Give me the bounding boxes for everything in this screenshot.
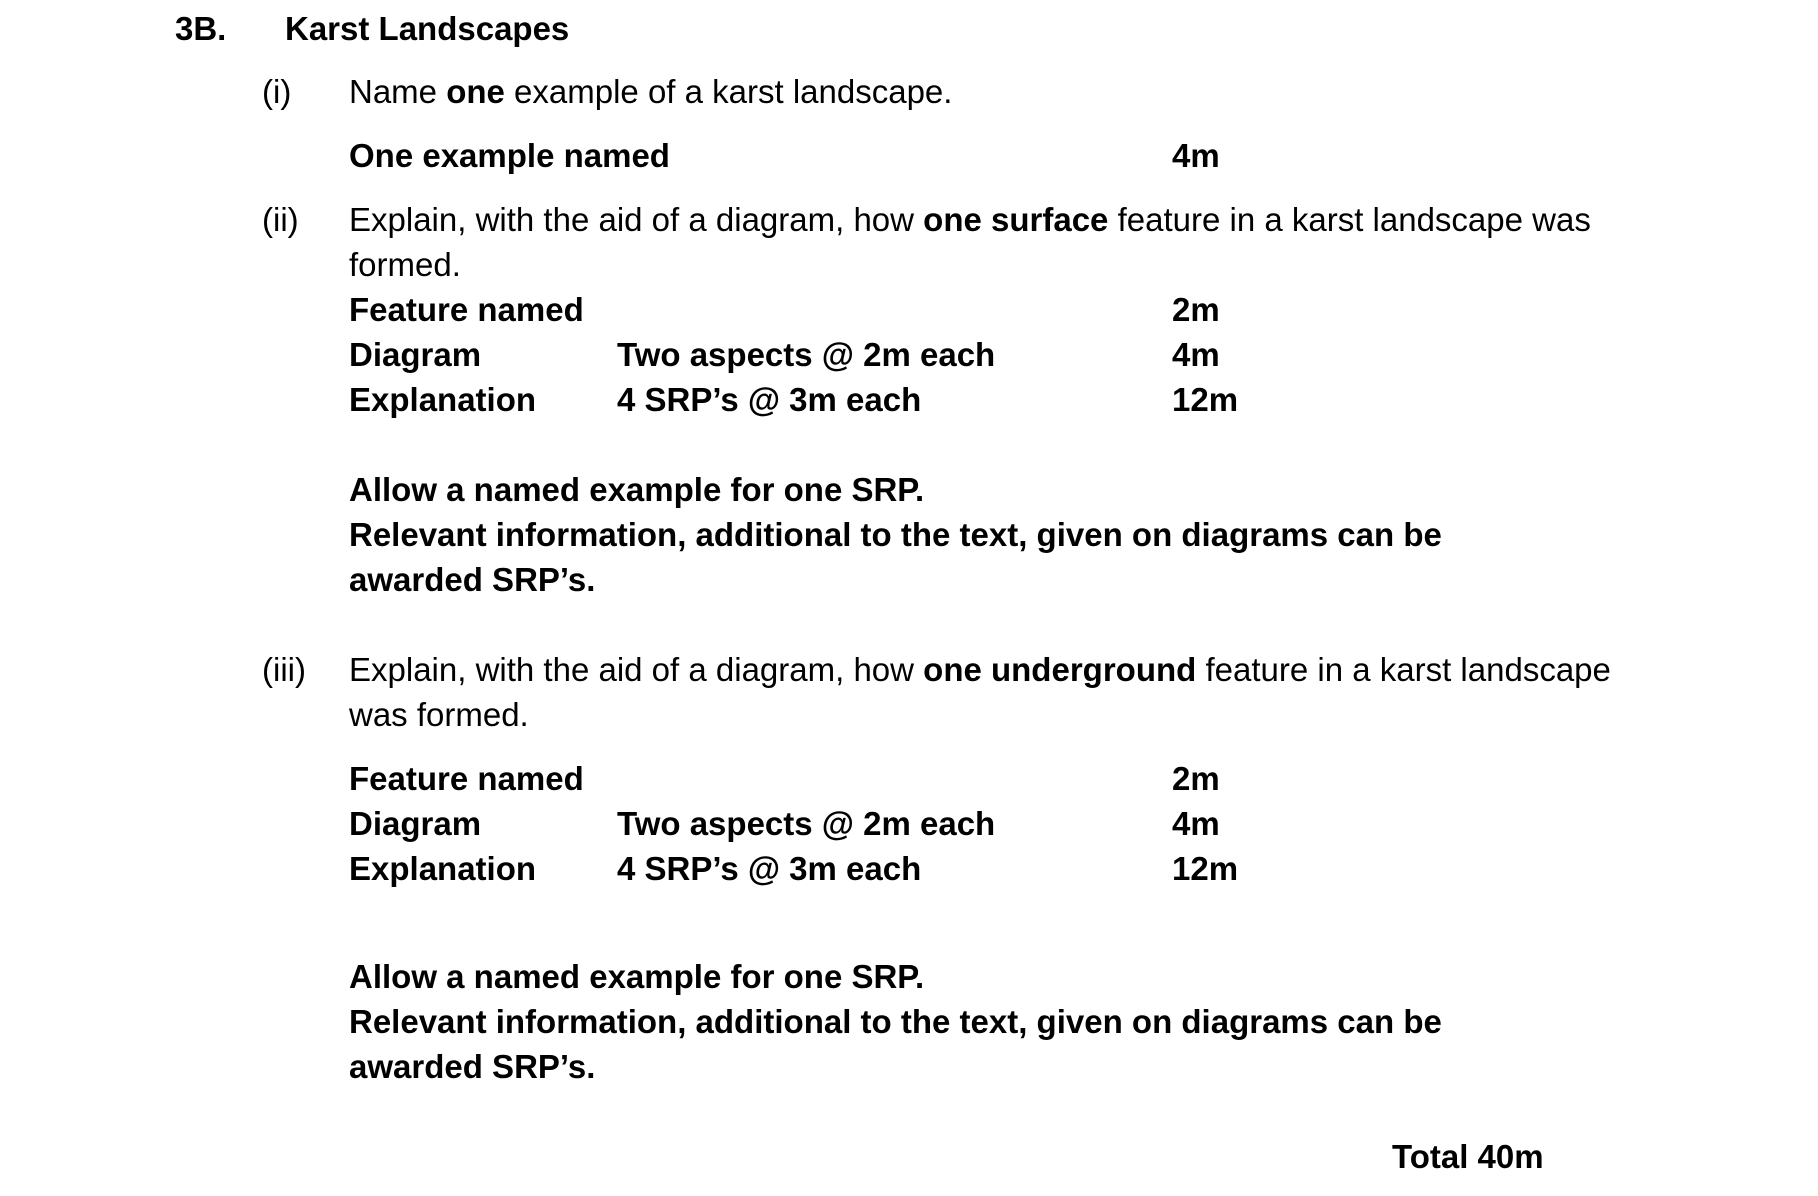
part-iii-note: awarded SRP’s. [349, 1048, 596, 1085]
question-number: 3B. [175, 10, 227, 47]
part-i-scheme-marks: 4m [1172, 137, 1220, 174]
question-emphasis: one underground [923, 651, 1197, 688]
part-i-question [349, 69, 952, 114]
part-iii-scheme-item: Feature named [349, 760, 584, 797]
part-ii-label: (ii) [262, 201, 299, 238]
part-ii-question-line1 [349, 197, 1591, 242]
section-title: Karst Landscapes [285, 10, 570, 47]
question-emphasis: one surface [923, 201, 1109, 238]
part-ii-note: awarded SRP’s. [349, 561, 596, 598]
question-text: Explain, with the aid of a diagram, how [349, 651, 924, 688]
part-iii-note: Relevant information, additional to the text, given on diagrams can be [349, 1003, 1442, 1040]
part-iii-scheme-marks: 2m [1172, 760, 1220, 797]
part-iii-scheme-detail: Two aspects @ 2m each [617, 805, 996, 842]
part-iii-note: Allow a named example for one SRP. [349, 958, 925, 995]
part-ii-scheme-detail: Two aspects @ 2m each [617, 336, 996, 373]
part-ii-question-line2: formed. [349, 246, 461, 283]
part-iii-scheme-marks: 4m [1172, 805, 1220, 842]
part-ii-note: Relevant information, additional to the text, given on diagrams can be [349, 516, 1442, 553]
part-iii-scheme-item: Diagram [349, 805, 482, 842]
question-text: feature in a karst landscape [1196, 651, 1611, 688]
question-emphasis: one [446, 73, 505, 110]
part-ii-scheme-marks: 4m [1172, 336, 1220, 373]
part-iii-scheme-item: Explanation [349, 850, 537, 887]
part-ii-scheme-marks: 12m [1172, 381, 1239, 418]
part-ii-scheme-item: Feature named [349, 291, 584, 328]
total-marks: Total 40m [1392, 1138, 1544, 1175]
part-ii-note: Allow a named example for one SRP. [349, 471, 925, 508]
question-text: feature in a karst landscape was [1108, 201, 1591, 238]
part-iii-scheme-detail: 4 SRP’s @ 3m each [617, 850, 922, 887]
question-text: Explain, with the aid of a diagram, how [349, 201, 924, 238]
part-ii-scheme-marks: 2m [1172, 291, 1220, 328]
part-ii-scheme-item: Explanation [349, 381, 537, 418]
part-ii-scheme-item: Diagram [349, 336, 482, 373]
part-ii-scheme-detail: 4 SRP’s @ 3m each [617, 381, 922, 418]
part-iii-label: (iii) [262, 651, 306, 688]
part-i-scheme-item: One example named [349, 137, 670, 174]
part-iii-question-line2: was formed. [349, 696, 529, 733]
part-iii-question-line1 [349, 647, 1611, 692]
question-text: example of a karst landscape. [504, 73, 953, 110]
part-i-label: (i) [262, 73, 292, 110]
question-text: Name [349, 73, 447, 110]
part-iii-scheme-marks: 12m [1172, 850, 1239, 887]
